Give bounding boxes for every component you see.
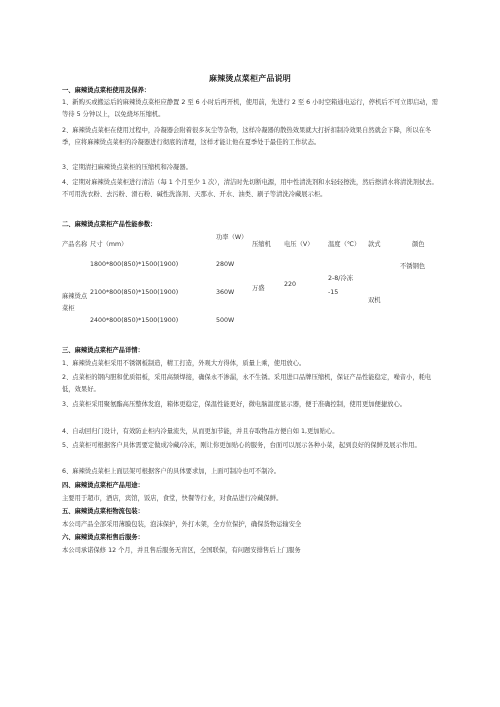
section-5-heading: 五、麻辣烫点菜柜物流包装： xyxy=(62,508,144,515)
spec-table xyxy=(62,233,442,338)
s3-para-2: 2、点菜柜的钢内胆和优质铝板，采用高频焊接，确保永不渗漏，永不生锈。采用进口品牌压缩机，保证产品性能稳定，噪音小，耗电低，效果好。 xyxy=(62,374,432,393)
s6-text: 本公司承诺保修 12 个月，并且售后服务无盲区，全国联保，有问题安排售后上门服务 xyxy=(62,547,301,554)
s4-text: 主要用于超市，酒店，宾馆，饭店，食堂，快餐等行业，对食品进行冷藏保鲜。 xyxy=(62,495,283,502)
temp-value-2: -15 xyxy=(328,289,339,296)
s3-para-5: 5、点菜柜可根据客户具体需要定做成冷藏/冷冻，刚让你更加贴心的服务，台面可以展示各种小菜，起到良好的保鲜及展示作用。 xyxy=(62,442,421,449)
th-name: 产品名称 xyxy=(62,241,88,248)
th-temp: 温度（℃） xyxy=(328,241,361,248)
section-6-heading: 六、麻辣烫点菜柜售后服务： xyxy=(62,534,144,541)
th-color: 颜色 xyxy=(412,241,425,248)
s1-para-1: 1、新购买或搬运后的麻辣烫点菜柜应静置 2 至 6 小时后再开机，使用前，先进行 2 至 6 小时空箱通电运行，停机后不可立即启动，需等待 5 分钟以上，以免烧坏压缩机。 xyxy=(62,99,439,118)
s3-para-4: 4、自动回归门设计，有效防止柜内冷量流失，从而更加节能，并且存取物品方便自如 1,更加贴心。 xyxy=(62,428,339,435)
s1-para-4: 4、定期对麻辣烫点菜柜进行清洁（每 1 个月至少 1 次），清洁时先切断电源，用中性清洗剂和水轻轻擦洗，然后擦清水将清洗剂拭去。不可用洗衣粉、去污粉、滑石粉、碱性洗涤剂、天那水、开水、油类、刷子等清洗冷藏展示柜。 xyxy=(62,179,438,198)
power-3: 500W xyxy=(216,317,235,324)
s1-para-2: 2、麻辣烫点菜柜在使用过程中，冷凝器会附着很多灰尘等杂物，这样冷凝器的散热效果就大打折扣制冷效果自然就会下降，所以在冬季，应将麻辣烫点菜柜的冷凝器进行彻底的清理，这样才能让他在夏季处于最佳的工作状态。 xyxy=(62,127,432,146)
color-value: 不锈钢色 xyxy=(400,263,426,270)
style-value: 双机 xyxy=(368,297,381,304)
power-1: 280W xyxy=(216,261,235,268)
size-1: 1800*800(850)*1500(1900) xyxy=(90,261,179,268)
s3-para-3: 3、点菜柜采用聚氨酯高压整体发泡，箱体更稳定，保温性能更好，微电脑温度显示器，便于准确控制，使用更加便捷放心。 xyxy=(62,401,407,408)
th-compressor: 压缩机 xyxy=(252,241,271,248)
s5-text: 本公司产品全部采用薄膜包装，泡沫保护，外打木架，全方位保护，确保货物运输安全 xyxy=(62,521,302,528)
product-name: 麻辣烫点菜柜 xyxy=(62,293,88,312)
th-voltage: 电压（V） xyxy=(284,241,314,248)
section-1-heading: 一、麻辣烫点菜柜使用及保养： xyxy=(62,87,151,94)
section-2-heading: 二、麻辣烫点菜柜产品性能参数： xyxy=(62,221,157,228)
s3-para-6: 6、麻辣烫点菜柜上面层架可根据客户的具体要求加，上面可制冷也可不制冷。 xyxy=(62,468,281,475)
th-power: 功率（W） xyxy=(216,234,248,241)
size-3: 2400*800(850)*1500(1900) xyxy=(90,317,179,324)
th-size: 尺寸（mm） xyxy=(90,241,128,248)
voltage-value: 220 xyxy=(284,281,297,288)
s3-para-1: 1、麻辣烫点菜柜采用不锈钢板制造，精工打造，外观大方得体，质量上乘，使用放心。 xyxy=(62,360,306,367)
th-style: 款式 xyxy=(368,241,381,248)
doc-title: 麻辣烫点菜柜产品说明 xyxy=(209,74,291,83)
power-2: 360W xyxy=(216,289,235,296)
section-4-heading: 四、麻辣烫点菜柜产品用途： xyxy=(62,482,144,489)
size-2: 2100*800(850)*1500(1900) xyxy=(90,289,179,296)
temp-value-1: 2-8/冷冻 xyxy=(328,275,353,282)
section-3-heading: 三、麻辣烫点菜柜产品详情： xyxy=(62,347,144,354)
compressor-value: 万盛 xyxy=(252,285,265,292)
s1-para-3: 3、定期清扫麻辣烫点菜柜的压缩机和冷凝器。 xyxy=(62,164,192,171)
